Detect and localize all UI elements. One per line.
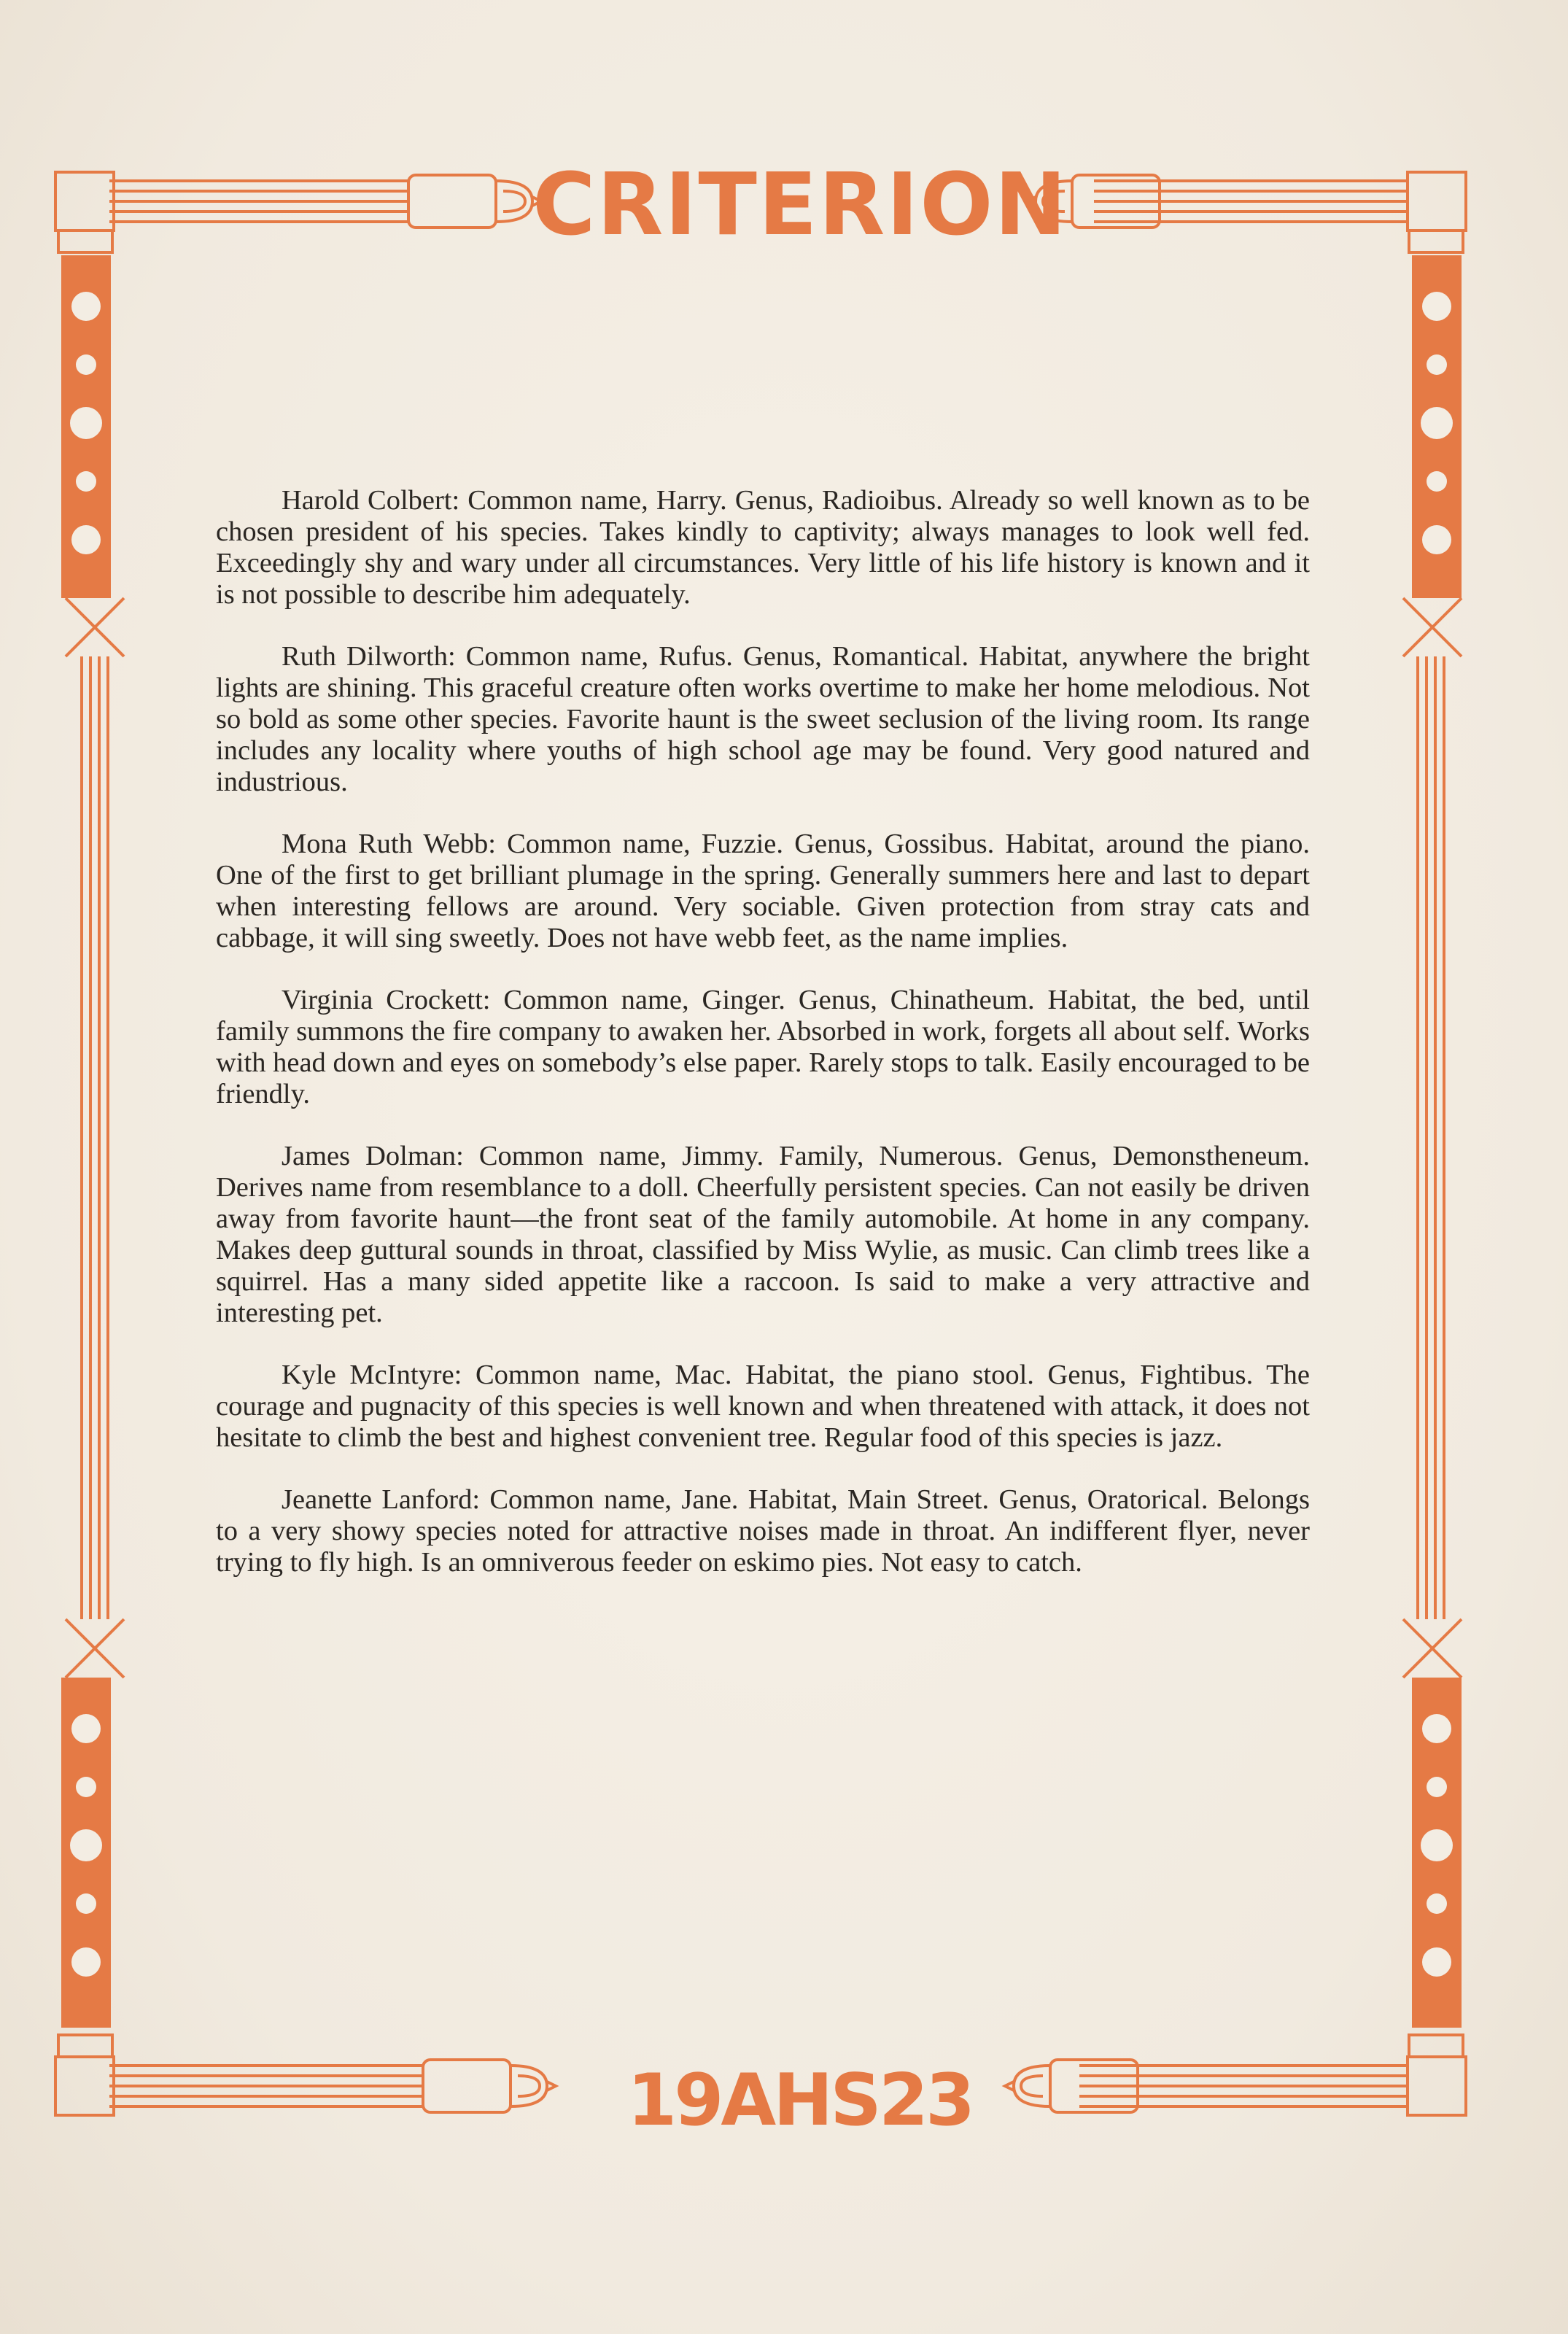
entry-paragraph: Kyle McIntyre: Common name, Mac. Habitat, the piano stool. Genus, Fightibus. The courage and pugnacity of this species is well known and when threatened with attack, it does not hesitate to climb the best and highest convenient tree. Regular food of this species is jazz. [216,1360,1310,1453]
entry-paragraph: James Dolman: Common name, Jimmy. Family, Numerous. Genus, Demonstheneum. Derives name from resemblance to a doll. Cheerfully persistent species. Can not easily be driven away from favorite haunt—the front seat of the family automobile. At home in any company. Makes deep guttural sounds in throat, classified by Miss Wylie, as music. Can climb trees like a squirrel. Has a many sided appetite like a raccoon. Is said to make a very attractive and interesting pet. [216,1141,1310,1328]
page-title: CRITERION [532,154,1068,255]
entry-paragraph: Virginia Crockett: Common name, Ginger. Genus, Chinatheum. Habitat, the bed, until family summons the fire company to awaken her. Absorbed in work, forgets all about self. Works with head down and eyes on somebody’s else paper. Rarely stops to talk. Easily encouraged to be friendly. [216,985,1310,1109]
entry-paragraph: Harold Colbert: Common name, Harry. Genus, Radioibus. Already so well known as to be chosen president of his species. Takes kindly to captivity; always manages to look well fed. Exceedingly shy and wary under all circumstances. Very little of his life history is known and it is not possible to describe him adequately. [216,485,1310,610]
entry-paragraph: Ruth Dilworth: Common name, Rufus. Genus, Romantical. Habitat, anywhere the bright lights are shining. This graceful creature often works overtime to make her home melodious. Not so bold as some other species. Favorite haunt is the sweet seclusion of the living room. Its range includes any locality where youths of high school age may be found. Very good natured and industrious. [216,641,1310,797]
article-body [216,485,1310,1609]
school-year-logo: 19AHS23 [627,2059,973,2142]
entry-paragraph: Mona Ruth Webb: Common name, Fuzzie. Genus, Gossibus. Habitat, around the piano. One of the first to get brilliant plumage in the spring. Generally summers here and last to depart when interesting fellows are around. Very sociable. Given protection from stray cats and cabbage, it will sing sweetly. Does not have webb feet, as the name implies. [216,829,1310,953]
entry-paragraph: Jeanette Lanford: Common name, Jane. Habitat, Main Street. Genus, Oratorical. Belongs to a very showy species noted for attractive noises made in throat. An indifferent flyer, never trying to fly high. Is an omniverous feeder on eskimo pies. Not easy to catch. [216,1484,1310,1578]
